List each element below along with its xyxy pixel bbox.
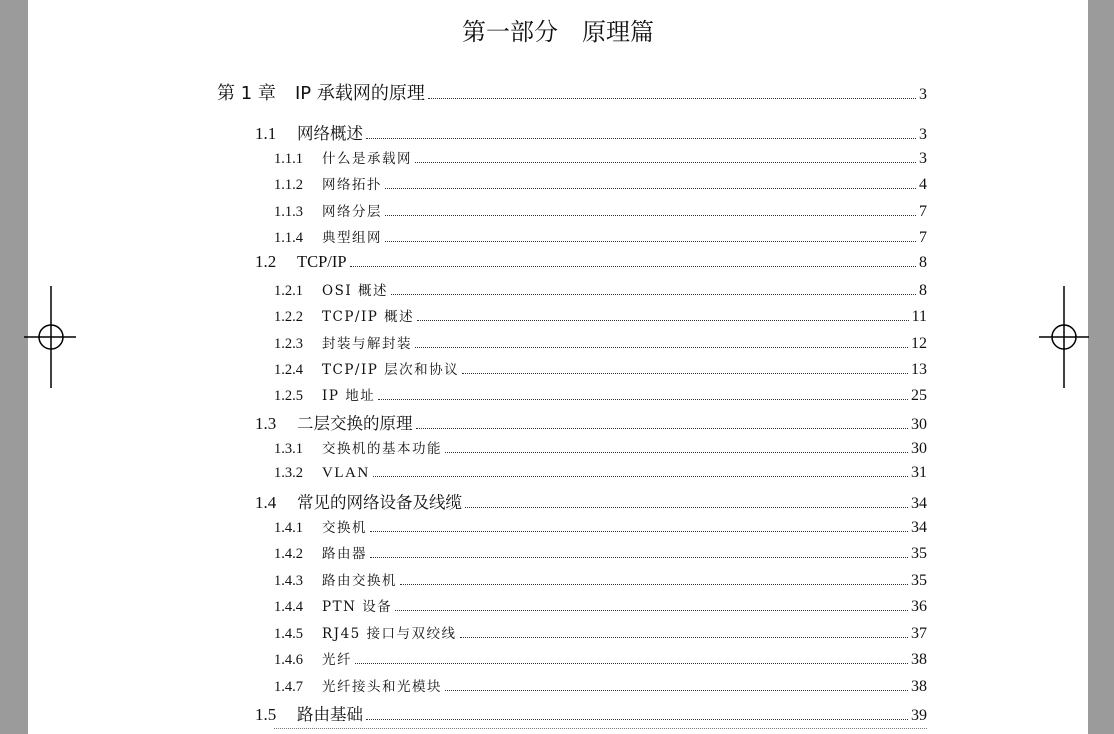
toc-page-number: 34 xyxy=(911,519,927,536)
toc-entry-1-4[interactable] xyxy=(255,489,927,513)
toc-number: 1.2.2 xyxy=(274,309,303,325)
toc-leader xyxy=(355,663,908,664)
toc-title: 典型组网 xyxy=(322,230,382,246)
toc-entry-1-1-2[interactable] xyxy=(274,173,927,194)
toc-number: 1.1.4 xyxy=(274,230,303,246)
toc-leader xyxy=(415,347,908,348)
toc-number: 1.3.2 xyxy=(274,465,303,481)
toc-number: 1.3.1 xyxy=(274,441,303,457)
toc-page-number: 7 xyxy=(919,203,927,220)
clipped-next-line xyxy=(274,728,927,734)
toc-title: 常见的网络设备及线缆 xyxy=(297,493,462,512)
toc-page-number: 34 xyxy=(911,495,927,512)
toc-leader xyxy=(366,138,916,139)
toc-page-number: 39 xyxy=(911,707,927,724)
toc-leader xyxy=(462,373,908,374)
toc-title: 光纤接头和光模块 xyxy=(322,679,442,695)
toc-leader xyxy=(465,507,908,508)
toc-entry-1-3-2[interactable] xyxy=(274,464,927,482)
toc-entry-chapter-1[interactable] xyxy=(217,79,927,105)
toc-title: 交换机 xyxy=(322,520,367,536)
toc-title: TCP/IP 概述 xyxy=(322,309,415,325)
toc-page-number: 7 xyxy=(919,229,927,246)
toc-page-number: 3 xyxy=(919,150,927,167)
toc-leader xyxy=(445,690,908,691)
toc-number: 1.2.4 xyxy=(274,362,303,378)
toc-leader xyxy=(370,531,908,532)
toc-leader xyxy=(417,320,908,321)
toc-entry-1-5[interactable] xyxy=(255,701,927,725)
toc-page-number: 31 xyxy=(911,464,927,481)
toc-title: 路由基础 xyxy=(297,705,363,724)
part-title: 第一部分 原理篇 xyxy=(462,18,654,46)
registration-mark-right-icon xyxy=(1039,286,1091,388)
toc-entry-1-4-5[interactable] xyxy=(274,622,927,643)
registration-mark-left-icon xyxy=(24,286,76,388)
toc-leader xyxy=(415,162,916,163)
toc-entry-1-2-5[interactable] xyxy=(274,384,927,405)
toc-title: IP 承载网的原理 xyxy=(295,83,425,104)
toc-leader xyxy=(385,215,916,216)
toc-page-number: 12 xyxy=(911,335,927,352)
toc-title: TCP/IP 层次和协议 xyxy=(322,362,460,378)
toc-page-number: 38 xyxy=(911,678,927,695)
toc-number: 1.1 xyxy=(255,124,277,143)
toc-number: 1.4.5 xyxy=(274,626,303,642)
toc-page-number: 25 xyxy=(911,387,927,404)
toc-title: 路由器 xyxy=(322,546,367,562)
toc-page-number: 35 xyxy=(911,545,927,562)
toc-leader xyxy=(460,637,908,638)
toc-number: 1.1.3 xyxy=(274,204,303,220)
toc-page-number: 30 xyxy=(911,440,927,457)
toc-number: 1.4.2 xyxy=(274,546,303,562)
toc-page-number: 8 xyxy=(919,282,927,299)
toc-number: 1.4.7 xyxy=(274,679,303,695)
toc-number: 1.2 xyxy=(255,252,277,271)
toc-entry-1-4-6[interactable] xyxy=(274,648,927,669)
toc-page-number: 4 xyxy=(919,176,927,193)
toc-title: VLAN xyxy=(322,465,370,481)
toc-entry-1-4-7[interactable] xyxy=(274,675,927,696)
toc-number: 1.4.1 xyxy=(274,520,303,536)
toc-number: 1.3 xyxy=(255,414,277,433)
toc-entry-1-4-1[interactable] xyxy=(274,516,927,537)
toc-entry-1-1-3[interactable] xyxy=(274,200,927,221)
toc-number: 1.4.4 xyxy=(274,599,303,615)
toc-entry-1-3-1[interactable] xyxy=(274,437,927,458)
toc-entry-1-2-3[interactable] xyxy=(274,332,927,353)
toc-entry-1-1-4[interactable] xyxy=(274,226,927,247)
toc-page-number: 3 xyxy=(919,126,927,143)
toc-leader xyxy=(385,241,916,242)
toc-page-number: 38 xyxy=(911,651,927,668)
toc-number: 1.5 xyxy=(255,705,277,724)
toc-title: RJ45 接口与双绞线 xyxy=(322,626,457,642)
toc-title: 封装与解封装 xyxy=(322,336,412,352)
toc-title: OSI 概述 xyxy=(322,283,388,299)
toc-page-number: 11 xyxy=(911,308,927,325)
toc-leader xyxy=(378,399,908,400)
toc-entry-1-4-2[interactable] xyxy=(274,542,927,563)
toc-title: 路由交换机 xyxy=(322,573,397,589)
toc-page-number: 3 xyxy=(919,86,927,103)
toc-title: 网络拓扑 xyxy=(322,177,382,193)
toc-entry-1-2-2[interactable] xyxy=(274,305,927,326)
toc-title: PTN 设备 xyxy=(322,599,393,615)
toc-entry-1-4-4[interactable] xyxy=(274,595,927,616)
toc-title: 什么是承载网 xyxy=(322,151,412,167)
toc-number: 1.4 xyxy=(255,493,277,512)
toc-number: 1.2.3 xyxy=(274,336,303,352)
toc-entry-1-2-1[interactable] xyxy=(274,279,927,300)
toc-leader xyxy=(395,610,908,611)
toc-number: 1.1.2 xyxy=(274,177,303,193)
toc-page-number: 30 xyxy=(911,416,927,433)
toc-leader xyxy=(416,428,909,429)
toc-leader xyxy=(366,719,908,720)
document-page xyxy=(28,0,1088,734)
toc-number: 第 1 章 xyxy=(217,83,276,104)
toc-page-number: 13 xyxy=(911,361,927,378)
toc-entry-1-1[interactable] xyxy=(255,120,927,144)
toc-number: 1.4.3 xyxy=(274,573,303,589)
toc-number: 1.2.5 xyxy=(274,388,303,404)
toc-number: 1.1.1 xyxy=(274,151,303,167)
toc-title: IP 地址 xyxy=(322,388,376,404)
toc-page-number: 37 xyxy=(911,625,927,642)
toc-title: 光纤 xyxy=(322,652,352,668)
toc-title: TCP/IP xyxy=(297,252,347,271)
toc-leader xyxy=(350,266,916,267)
toc-page-number: 35 xyxy=(911,572,927,589)
toc-leader xyxy=(391,294,916,295)
toc-title: 网络概述 xyxy=(297,124,363,143)
toc-leader xyxy=(385,188,916,189)
toc-number: 1.2.1 xyxy=(274,283,303,299)
toc-entry-1-4-3[interactable] xyxy=(274,569,927,590)
toc-entry-1-2-4[interactable] xyxy=(274,358,927,379)
toc-entry-1-2[interactable] xyxy=(255,252,927,272)
toc-title: 交换机的基本功能 xyxy=(322,441,442,457)
toc-number: 1.4.6 xyxy=(274,652,303,668)
toc-page-number: 8 xyxy=(919,254,927,271)
toc-title: 网络分层 xyxy=(322,204,382,220)
toc-leader xyxy=(400,584,908,585)
toc-leader xyxy=(428,98,916,99)
toc-entry-1-3[interactable] xyxy=(255,410,927,434)
toc-page-number: 36 xyxy=(911,598,927,615)
toc-entry-1-1-1[interactable] xyxy=(274,147,927,168)
toc-leader xyxy=(445,452,908,453)
toc-leader xyxy=(370,557,908,558)
toc-title: 二层交换的原理 xyxy=(297,414,413,433)
toc-leader xyxy=(373,476,908,477)
